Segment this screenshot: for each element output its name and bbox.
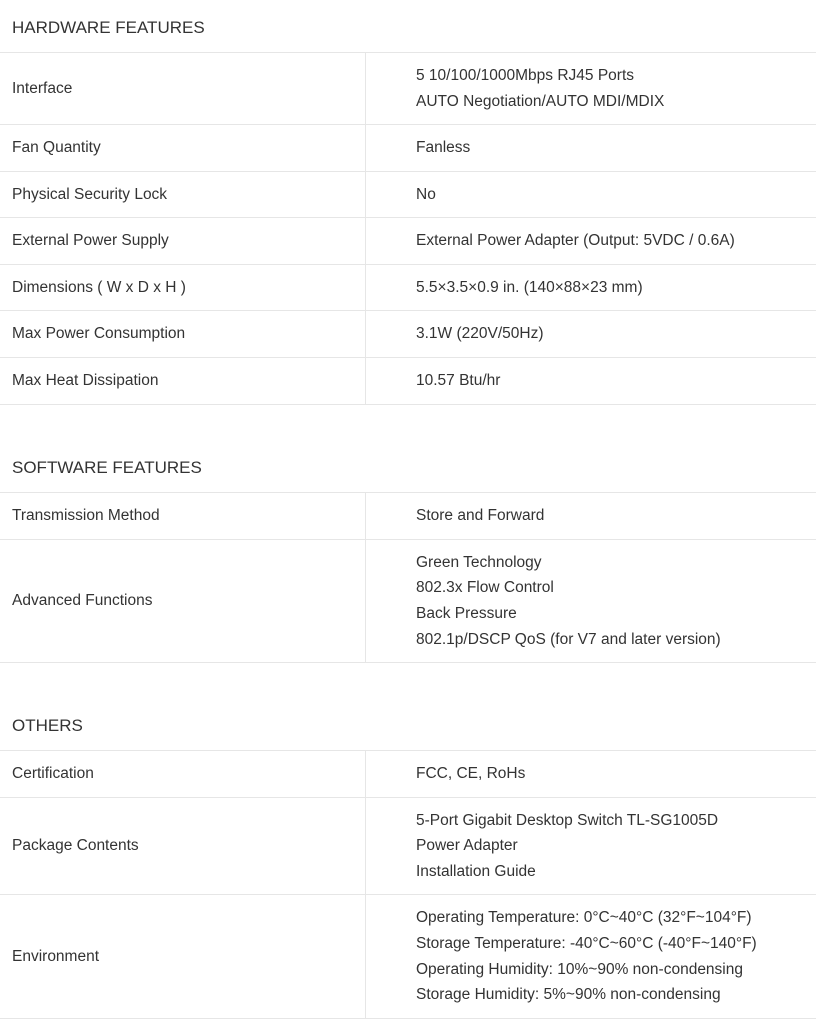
spec-value: 10.57 Btu/hr [416,372,501,390]
spec-value: Store and Forward [416,507,545,525]
spec-value: Fanless [416,139,471,157]
spec-label: Package Contents [0,798,366,894]
spec-values [366,358,816,404]
spec-values [366,172,816,217]
spec-label: Fan Quantity [0,125,366,171]
spec-values [366,125,816,171]
section-title: HARDWARE FEATURES [0,0,816,53]
spec-value: Back Pressure [416,605,517,622]
spec-label: Environment [0,895,366,1018]
spec-label: External Power Supply [0,218,366,264]
spec-values [366,265,816,310]
spec-values [366,311,816,357]
spec-value: 5.5×3.5×0.9 in. (140×88×23 mm) [416,278,643,296]
spec-value: Green Technology [416,553,542,571]
spec-value: FCC, CE, RoHs [416,765,526,783]
spec-row-interface [0,53,816,125]
spec-label: Max Power Consumption [0,311,366,357]
spec-value: Operating Temperature: 0°C~40°C (32°F~104°F) [416,909,752,927]
spec-value: Power Adapter [416,837,518,855]
spec-row-environment [0,895,816,1019]
spec-label: Certification [0,751,366,797]
spec-value: No [416,185,436,203]
spec-values [366,751,816,797]
spec-value: 802.1p/DSCP QoS (for V7 and later version) [416,630,721,648]
spec-row-package-contents [0,798,816,895]
spec-label: Physical Security Lock [0,172,366,217]
spec-value: Installation Guide [416,862,536,880]
spec-row-max-heat-dissipation [0,358,816,405]
section-gap [0,405,816,440]
spec-label: Interface [0,53,366,124]
spec-row-external-power-supply [0,218,816,265]
spec-label: Transmission Method [0,493,366,539]
spec-values [366,895,816,1018]
section-title: SOFTWARE FEATURES [0,440,816,493]
spec-row-fan-quantity [0,125,816,172]
section-hardware-features [0,0,816,405]
spec-value: Storage Temperature: -40°C~60°C (-40°F~140°F) [416,934,757,952]
spec-label: Dimensions ( W x D x H ) [0,265,366,310]
section-others [0,698,816,1019]
section-software-features [0,440,816,663]
section-gap [0,663,816,698]
spec-values [366,53,816,124]
spec-values [366,798,816,894]
spec-label: Advanced Functions [0,540,366,662]
spec-value: 3.1W (220V/50Hz) [416,325,544,343]
spec-row-advanced-functions [0,540,816,663]
spec-values [366,493,816,539]
spec-value: 802.3x Flow Control [416,579,554,597]
spec-value: 5-Port Gigabit Desktop Switch TL-SG1005D [416,811,719,829]
spec-row-physical-security-lock [0,172,816,218]
section-title: OTHERS [0,698,816,751]
spec-values [366,218,816,264]
spec-value: Storage Humidity: 5%~90% non-condensing [416,986,721,1004]
spec-value: AUTO Negotiation/AUTO MDI/MDIX [416,92,665,110]
spec-values [366,540,816,662]
spec-label: Max Heat Dissipation [0,358,366,404]
spec-value: 5 10/100/1000Mbps RJ45 Ports [416,66,634,84]
spec-row-dimensions-w-x-d-x-h [0,265,816,311]
spec-row-transmission-method [0,493,816,540]
spec-row-max-power-consumption [0,311,816,358]
spec-row-certification [0,751,816,798]
spec-value: External Power Adapter (Output: 5VDC / 0.6A) [416,232,735,250]
spec-value: Operating Humidity: 10%~90% non-condensing [416,960,743,978]
